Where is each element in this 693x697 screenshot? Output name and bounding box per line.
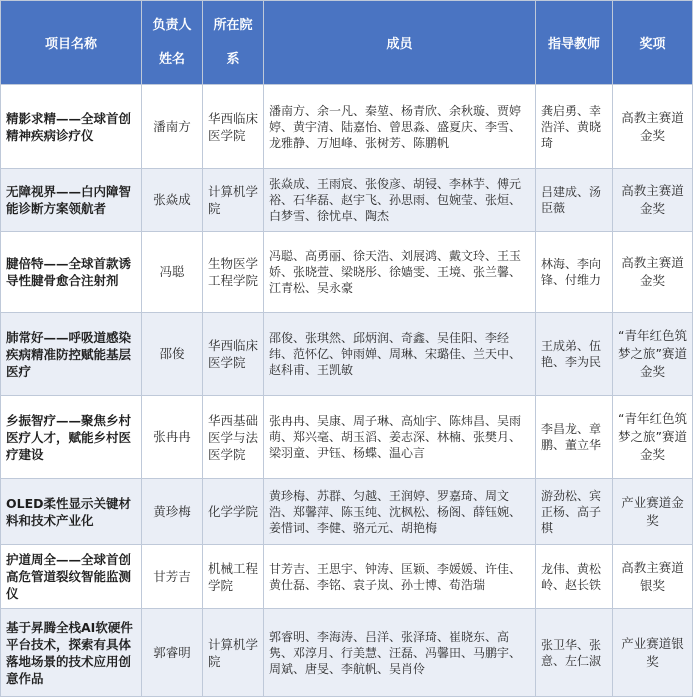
project-members: 邵俊、张琪然、邱炳润、奇鑫、吴佳阳、李经纬、范怀亿、钟雨婵、周琳、宋璐佳、兰天中、赵科甫、王凯敏	[264, 313, 536, 396]
table-row	[1, 479, 693, 545]
project-award: 产业赛道银奖	[613, 609, 693, 697]
project-college: 生物医学工程学院	[203, 232, 264, 313]
project-name: 护道周全——全球首创高危管道裂纹智能监测仪	[1, 545, 142, 609]
project-leader: 郭睿明	[142, 609, 203, 697]
project-tutor: 张卫华、张意、左仁淑	[536, 609, 613, 697]
project-tutor: 龚启勇、幸浩洋、黄晓琦	[536, 85, 613, 169]
project-name: 腱倍特——全球首款诱导性腱骨愈合注射剂	[1, 232, 142, 313]
header-project-name: 项目名称	[1, 1, 142, 85]
project-members: 冯聪、高勇丽、徐天浩、刘展鸿、戴文玲、王玉娇、张晓萱、梁晓彤、徐嫱雯、王境、张兰馨、江青松、吴永豪	[264, 232, 536, 313]
table-row	[1, 313, 693, 396]
project-award: 高教主赛道银奖	[613, 545, 693, 609]
project-name: 无障视界——白内障智能诊断方案领航者	[1, 169, 142, 232]
project-award: 高教主赛道金奖	[613, 232, 693, 313]
header-award: 奖项	[613, 1, 693, 85]
project-award: 高教主赛道金奖	[613, 169, 693, 232]
project-name: 精影求精——全球首创精神疾病诊疗仪	[1, 85, 142, 169]
project-members: 甘芳吉、王思宇、钟涛、匡颖、李媛媛、许佳、黄仕磊、李铭、袁子岚、孙士博、荀浩瑞	[264, 545, 536, 609]
project-tutor: 林海、李向锋、付维力	[536, 232, 613, 313]
project-college: 华西临床医学院	[203, 85, 264, 169]
project-leader: 潘南方	[142, 85, 203, 169]
table-row	[1, 232, 693, 313]
header-college: 所在院系	[203, 1, 264, 85]
header-leader: 负责人姓名	[142, 1, 203, 85]
project-tutor: 李昌龙、章鹏、董立华	[536, 396, 613, 479]
project-name: 基于昇腾全栈AI软硬件平台技术，探索有具体落地场景的技术应用创意作品	[1, 609, 142, 697]
project-leader: 邵俊	[142, 313, 203, 396]
project-leader: 张冉冉	[142, 396, 203, 479]
project-award: 产业赛道金奖	[613, 479, 693, 545]
project-members: 黄珍梅、苏群、匀越、王润婷、罗嘉琦、周文浩、郑馨萍、陈玉纯、沈枫松、杨阁、薛钰婉、姜惜词、李健、骆元元、胡艳梅	[264, 479, 536, 545]
project-college: 华西临床医学院	[203, 313, 264, 396]
table-row	[1, 169, 693, 232]
project-college: 华西基础医学与法医学院	[203, 396, 264, 479]
project-leader: 黄珍梅	[142, 479, 203, 545]
header-row	[1, 1, 693, 85]
project-leader: 甘芳吉	[142, 545, 203, 609]
project-tutor: 王成弟、伍艳、李为民	[536, 313, 613, 396]
project-award: “青年红色筑梦之旅”赛道金奖	[613, 396, 693, 479]
project-tutor: 游劲松、宾正杨、高子棋	[536, 479, 613, 545]
header-members: 成员	[264, 1, 536, 85]
project-members: 张焱成、王雨宸、张俊彦、胡锓、李林芋、傅元裕、石华磊、赵宇飞、孙思雨、包婉莹、张烜、白梦雪、徐忧卓、陶杰	[264, 169, 536, 232]
project-award: 高教主赛道金奖	[613, 85, 693, 169]
header-tutor: 指导教师	[536, 1, 613, 85]
table-row	[1, 85, 693, 169]
project-members: 张冉冉、吴康、周子琳、高灿宇、陈炜昌、吴雨萌、郑兴毫、胡玉滔、姜志深、林楠、张樊月、梁羽童、尹钰、杨蝶、温心言	[264, 396, 536, 479]
table-row	[1, 545, 693, 609]
table-row	[1, 609, 693, 697]
table-row	[1, 396, 693, 479]
project-college: 计算机学院	[203, 609, 264, 697]
project-members: 潘南方、余一凡、秦堃、杨青欣、余秋璇、贾婷婷、黄宇清、陆嘉怡、曾思淼、盛夏庆、李雪、龙雅静、万旭峰、张树芳、陈鹏帆	[264, 85, 536, 169]
project-name: 乡振智疗——聚焦乡村医疗人才，赋能乡村医疗建设	[1, 396, 142, 479]
project-college: 计算机学院	[203, 169, 264, 232]
project-name: OLED柔性显示关键材料和技术产业化	[1, 479, 142, 545]
project-tutor: 吕建成、汤臣薇	[536, 169, 613, 232]
project-name: 肺常好——呼吸道感染疾病精准防控赋能基层医疗	[1, 313, 142, 396]
project-college: 机械工程学院	[203, 545, 264, 609]
project-tutor: 龙伟、黄松岭、赵长铁	[536, 545, 613, 609]
project-leader: 张焱成	[142, 169, 203, 232]
project-members: 郭睿明、李海涛、吕洋、张泽琦、崔晓东、高隽、邓淳月、行美慧、汪磊、冯馨田、马鹏宇、周斌、唐旻、李航帆、吴肖伶	[264, 609, 536, 697]
project-college: 化学学院	[203, 479, 264, 545]
project-leader: 冯聪	[142, 232, 203, 313]
project-award: “青年红色筑梦之旅”赛道金奖	[613, 313, 693, 396]
